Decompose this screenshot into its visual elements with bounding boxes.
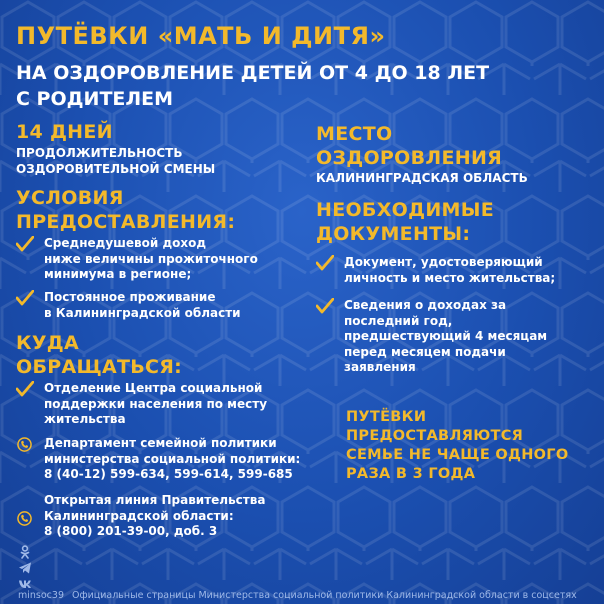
notice-line: ПУТЁВКИ	[346, 409, 427, 425]
check-icon	[16, 381, 34, 397]
footer-handle[interactable]: minsoc39	[18, 590, 64, 601]
subtitle-line: С РОДИТЕЛЕМ	[16, 88, 174, 110]
page-subtitle	[16, 60, 576, 112]
phone-icon	[17, 437, 32, 452]
location-heading	[316, 122, 502, 170]
check-icon	[16, 236, 34, 252]
notice-line: ПРЕДОСТАВЛЯЮТСЯ	[346, 428, 524, 444]
contacts-heading-line: КУДА	[16, 332, 80, 354]
check-icon	[316, 255, 334, 271]
item-line: предшествующий 4 месяцам	[344, 329, 548, 343]
check-icon	[16, 290, 34, 306]
page-title: ПУТЁВКИ «МАТЬ И ДИТЯ»	[16, 22, 386, 50]
item-line: поддержки населения по месту	[44, 396, 268, 411]
contacts-heading-line: ОБРАЩАТЬСЯ:	[16, 356, 183, 378]
item-line: министерства социальной политики:	[44, 451, 301, 466]
telegram-icon[interactable]	[18, 561, 32, 575]
item-line: минимума в регионе;	[44, 267, 192, 281]
item-line: Среднедушевой доход	[44, 236, 207, 250]
duration-label	[16, 145, 215, 177]
footer-text: Официальные страницы Министерства социальной политики Калининградской области в соцсетях	[72, 590, 577, 601]
conditions-heading	[16, 186, 235, 234]
item-line: последний год,	[344, 313, 453, 328]
duration-value: 14 ДНЕЙ	[16, 121, 113, 143]
item-line: ниже величины прожиточного	[44, 251, 258, 266]
item-line: Отделение Центра социальной	[44, 381, 263, 395]
documents-heading	[316, 198, 494, 246]
notice-line: РАЗА В 3 ГОДА	[346, 466, 476, 482]
check-icon	[316, 298, 334, 314]
item-line: Открытая линия Правительства	[44, 493, 266, 507]
item-line: Документ, удостоверяющий	[344, 255, 543, 269]
location-heading-line: ОЗДОРОВЛЕНИЯ	[316, 147, 503, 169]
item-line: 8 (40-12) 599-634, 599-614, 599-685	[44, 467, 293, 481]
location-value: КАЛИНИНГРАДСКАЯ ОБЛАСТЬ	[316, 171, 528, 185]
vk-icon[interactable]	[18, 577, 32, 591]
duration-label-line: ПРОДОЛЖИТЕЛЬНОСТЬ	[16, 146, 183, 160]
documents-heading-line: ДОКУМЕНТЫ:	[316, 223, 471, 245]
item-line: Сведения о доходах за	[344, 298, 507, 312]
conditions-heading-line: ПРЕДОСТАВЛЕНИЯ:	[16, 211, 236, 233]
item-line: Департамент семейной политики	[44, 436, 277, 450]
phone-icon	[17, 511, 32, 526]
item-line: перед месяцем подачи	[344, 344, 506, 359]
notice-line: СЕМЬЕ НЕ ЧАЩЕ ОДНОГО	[346, 447, 569, 463]
odnoklassniki-icon[interactable]	[18, 545, 32, 559]
subtitle-line: НА ОЗДОРОВЛЕНИЕ ДЕТЕЙ ОТ 4 ДО 18 ЛЕТ	[16, 62, 490, 84]
item-line: жительства	[44, 412, 126, 426]
contacts-heading	[16, 331, 182, 379]
item-line: 8 (800) 201-39-00, доб. 3	[44, 524, 218, 538]
conditions-heading-line: УСЛОВИЯ	[16, 187, 124, 209]
item-line: Постоянное проживание	[44, 290, 216, 304]
notice-text	[346, 408, 568, 484]
item-line: Калининградской области:	[44, 508, 234, 523]
item-line: в Калининградской области	[44, 305, 241, 320]
item-line: личность и место жительства;	[344, 270, 556, 285]
item-line: заявления	[344, 360, 416, 374]
location-heading-line: МЕСТО	[316, 123, 393, 145]
duration-label-line: ОЗДОРОВИТЕЛЬНОЙ СМЕНЫ	[16, 162, 216, 176]
documents-heading-line: НЕОБХОДИМЫЕ	[316, 199, 495, 221]
